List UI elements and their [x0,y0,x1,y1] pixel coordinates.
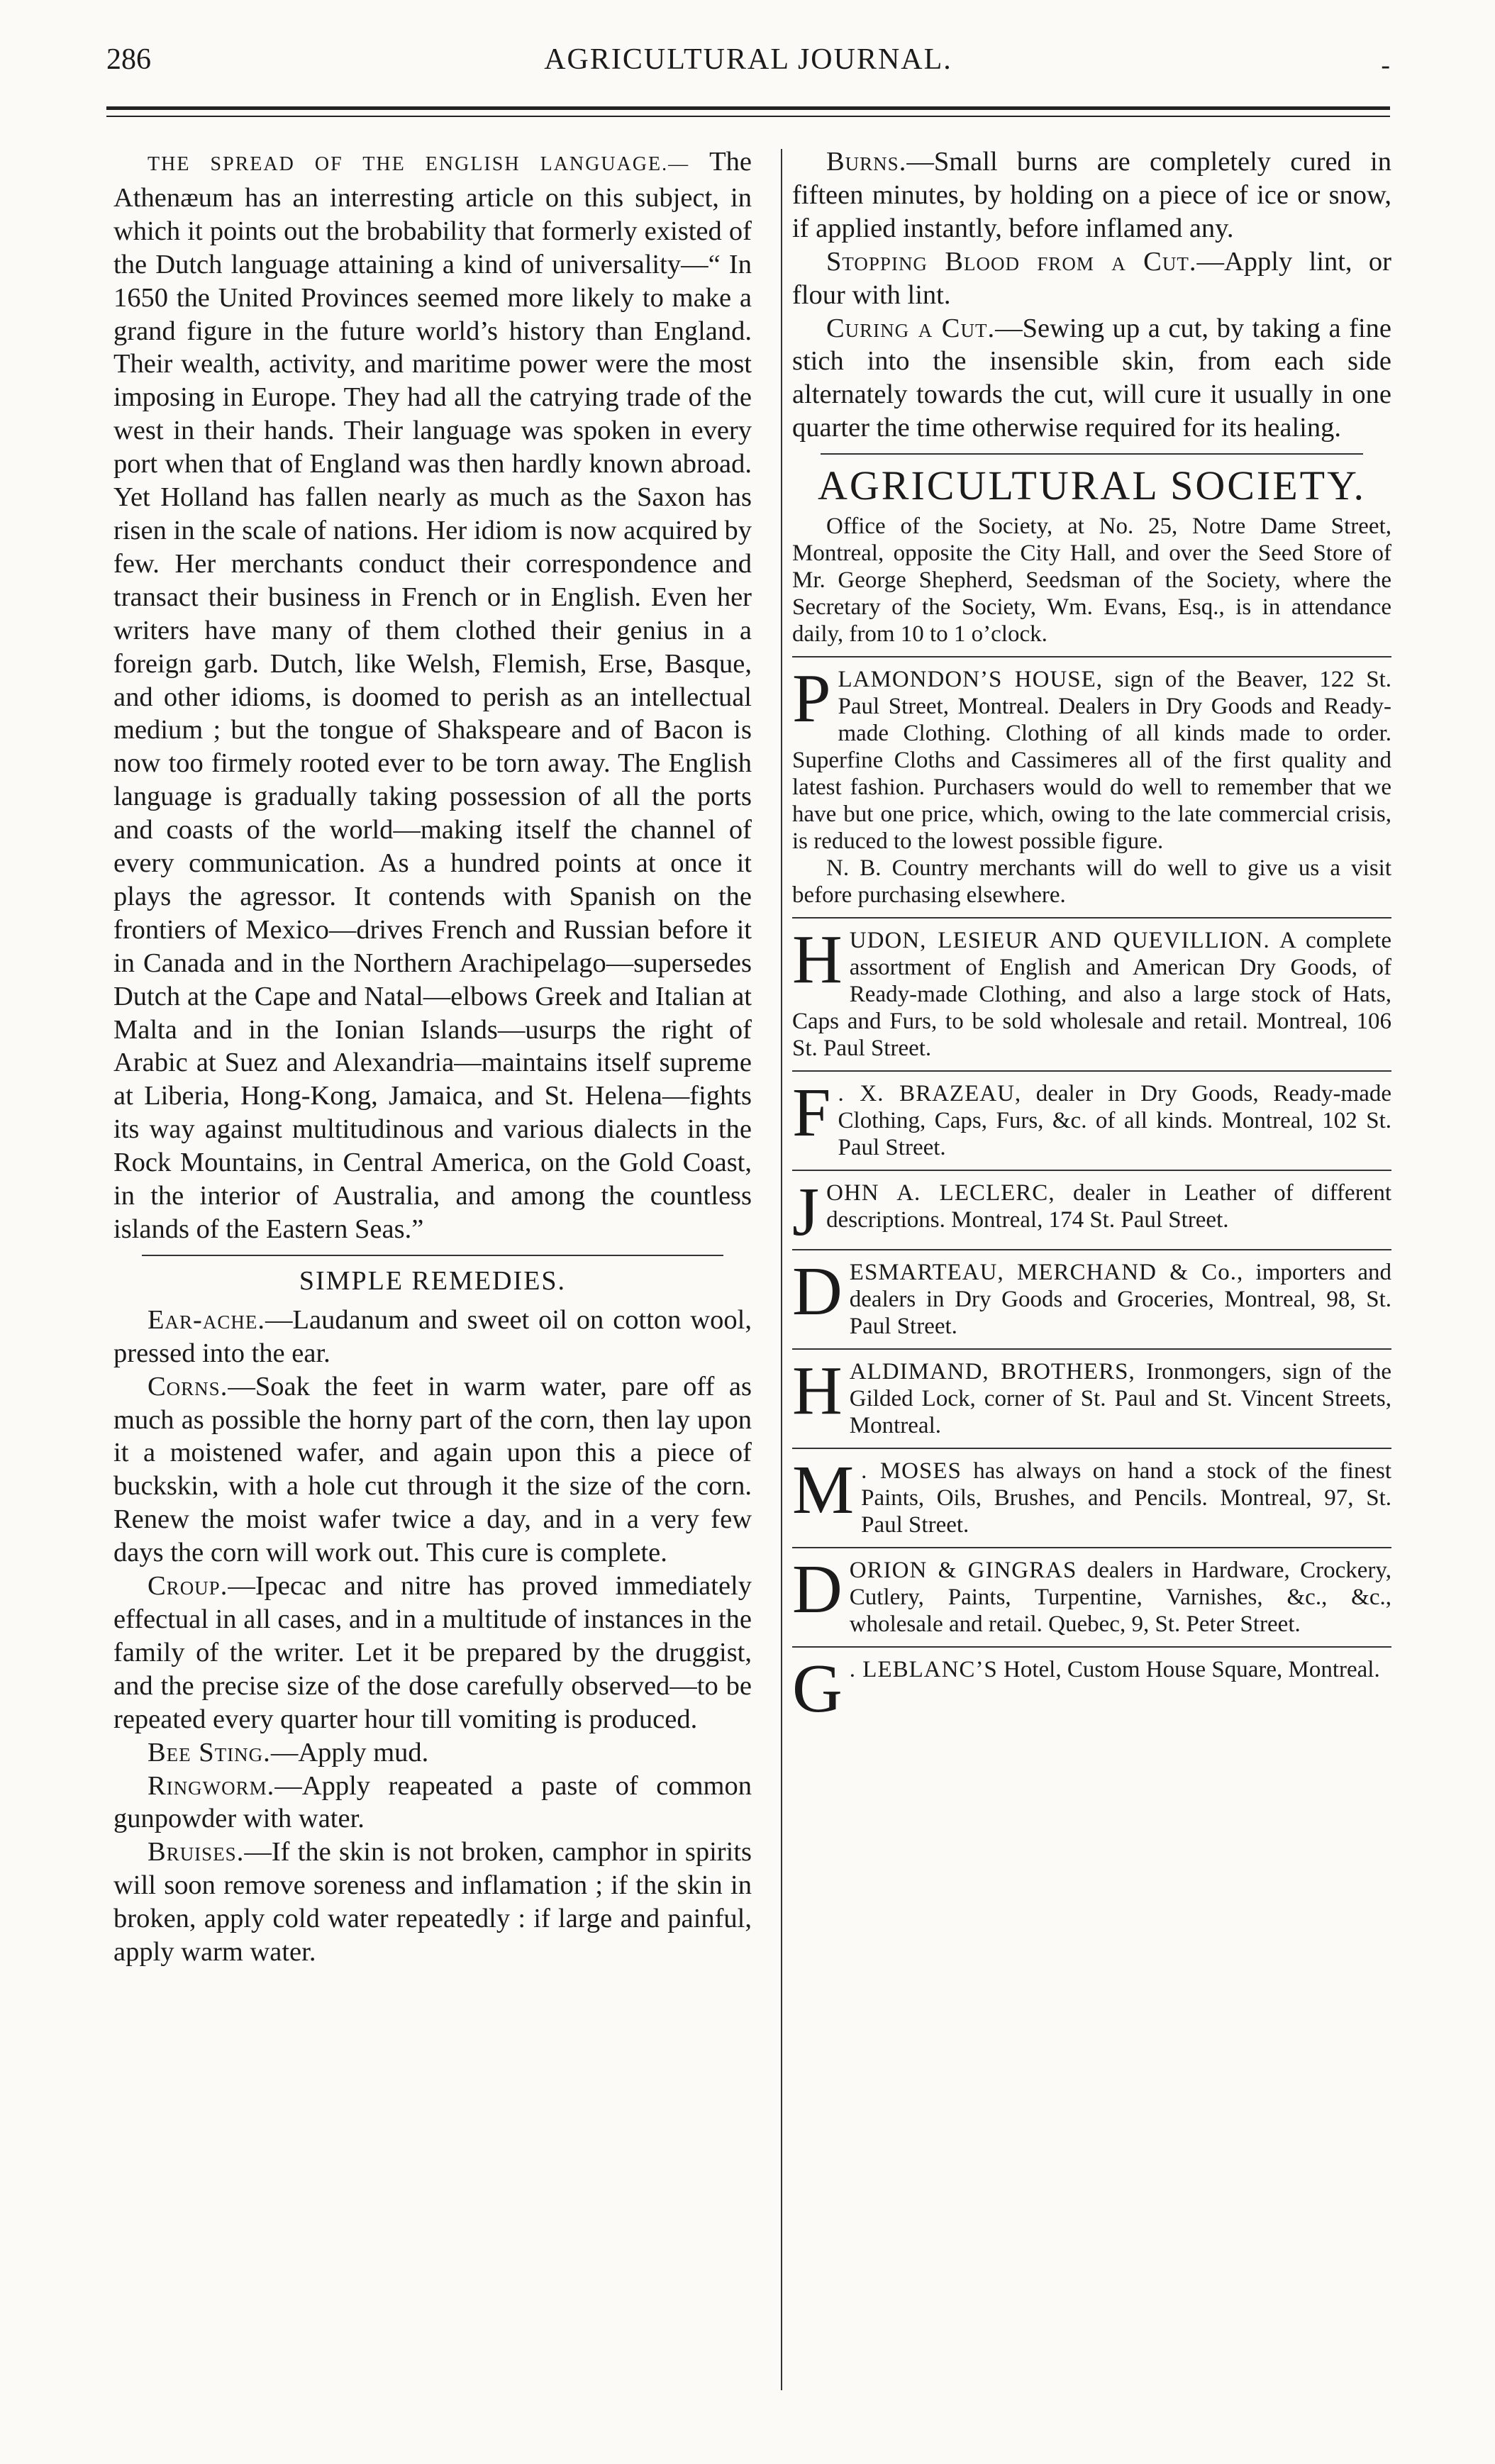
ad-lead: ESMARTEAU, MERCHAND & Co., [849,1260,1244,1286]
remedy-item [792,145,1391,245]
remedy-label: Curing a Cut. [826,313,996,343]
ad-separator [792,656,1391,657]
ad-text: A complete assortment of English and American Dry Goods, of Ready-made Clothing, and also a large stock of Hats, Caps and Furs, to be sold wholesale and retail. Montreal, 106 St. Paul Street. [792,928,1391,1062]
page-header [106,43,1390,92]
remedy-text: —Apply mud. [270,1737,429,1767]
ad-lead: OHN A. LECLERC, [826,1180,1055,1206]
header-mark: - [1381,50,1390,80]
left-column [113,145,752,1969]
remedy-text: —Apply reapeated a paste of common gunpowder with water. [113,1770,752,1834]
ad-text: Ironmongers, sign of the Gilded Lock, corner of St. Paul and St. Vincent Streets, Montreal. [849,1359,1391,1439]
ad-lead: ORION & GINGRAS [849,1558,1077,1584]
remedy-item [113,1736,752,1770]
right-column [792,145,1392,1728]
drop-initial: H [792,921,843,999]
remedy-text: —Laudanum and sweet oil on cotton wool, pressed into the ear. [113,1304,752,1368]
remedy-label: Stopping Blood from a Cut. [826,246,1197,277]
remedy-text: —Ipecac and nitre has proved immediately effectual in all cases, and in a multitude of instances in the family of the writer. Let it be prepared by the druggist, and the precise size of the dose carefully observed—to be repeated every quarter hour till vomiting is produced. [113,1571,752,1734]
ad-text: has always on hand a stock of the finest Paints, Oils, Brushes, and Pencils. Montreal, 97, St. Paul Street. [861,1458,1391,1538]
ad-separator [792,917,1391,919]
remedy-item [113,1836,752,1969]
column-divider [781,149,782,2390]
drop-initial: G [792,1650,843,1728]
society-title: AGRICULTURAL SOCIETY. [817,462,1367,509]
ad-separator [792,1646,1391,1648]
journal-title: AGRICULTURAL JOURNAL. [544,43,952,76]
ad-text: dealer in Leather of different descriptions. Montreal, 174 St. Paul Street. [826,1180,1392,1233]
remedy-label: Bruises. [148,1837,245,1868]
advertisement [792,1650,1391,1728]
remedy-item [113,1304,752,1370]
ad-separator [792,1348,1391,1350]
remedy-text: —Soak the feet in warm water, pare off as much as possible the horny part of the corn, then lay upon it a moistened wafer, and again upon this a piece of buckskin, with a hole cut through it the size of the corn. Renew the moist wafer twice a day, and in a very few days the corn will work out. This cure is complete. [113,1371,752,1568]
ad-text: sign of the Beaver, 122 St. Paul Street, Montreal. Dealers in Dry Goods and Ready-made Clothing. Clothing of all kinds made to order. Superfine Cloths and Cassimeres all of the first quality and latest fashion. Purchasers would do well to remember that we have but one price, which, owing to the late commercial crisis, is reduced to the lowest possible figure. [792,667,1391,855]
remedy-label: Croup. [148,1571,228,1602]
society-text: Office of the Society, at No. 25, Notre Dame Street, Montreal, opposite the City Hall, and over the Seed Store of Mr. George Shepherd, Seedsman of the Society, where the Secretary of the Society, Wm. Evans, Esq., is in attendance daily, from 10 to 1 o’clock. [792,514,1391,648]
ad-text: importers and dealers in Dry Goods and Groceries, Montreal, 98, St. Paul Street. [849,1260,1392,1340]
article-heading: THE SPREAD OF THE ENGLISH LANGUAGE.— [148,153,690,175]
remedy-label: Bee Sting. [148,1737,271,1767]
drop-initial: D [792,1551,843,1628]
remedy-item [113,1370,752,1570]
remedy-item [113,1570,752,1736]
remedies-title: SIMPLE REMEDIES. [299,1265,567,1296]
advertisement [792,660,1391,909]
article-spread-of-english [113,145,752,1246]
remedy-item [113,1770,752,1836]
advertisement [792,1174,1392,1251]
advertisement [792,1075,1391,1161]
remedy-label: Ear-ache. [148,1304,265,1335]
ad-separator [792,1448,1391,1449]
drop-initial: P [792,660,831,738]
advertisement [792,1452,1391,1538]
header-rule-thin [106,116,1390,117]
remedy-text: —Small burns are completely cured in fifteen minutes, by holding on a piece of ice or snow, if applied instantly, before inflamed any. [792,147,1391,243]
drop-initial: J [792,1174,820,1251]
remedy-text: —Apply lint, or flour with lint. [792,246,1391,310]
ad-separator [792,1070,1391,1072]
remedy-label: Corns. [148,1371,228,1402]
remedy-text: —Sewing up a cut, by taking a fine stich into the insensible skin, from each side alternately towards the cut, will cure it usually in one quarter the time otherwise required for its healing. [792,313,1391,443]
ad-text: dealer in Dry Goods, Ready-made Clothing, Caps, Furs, &c. of all kinds. Montreal, 102 St. Paul Street. [838,1081,1391,1161]
ad-note: N. B. Country merchants will do well to give us a visit before purchasing elsewhere. [792,855,1391,909]
ad-separator [792,1170,1391,1171]
advertisement [792,1253,1392,1340]
ad-separator [792,1547,1391,1548]
ad-lead: . X. BRAZEAU, [838,1081,1022,1107]
ad-lead: . LEBLANC’S [849,1657,998,1683]
society-notice [792,513,1391,648]
ad-text: dealers in Hardware, Crockery, Cutlery, Paints, Turpentine, Varnishes, &c., &c., wholesale and retail. Quebec, 9, St. Peter Street. [849,1558,1391,1638]
advertisement [792,1551,1391,1638]
drop-initial: D [792,1253,843,1331]
header-rule-thick [106,106,1390,110]
remedy-item [792,245,1391,312]
drop-initial: M [792,1452,855,1529]
remedy-text: —If the skin is not broken, camphor in spirits will soon remove soreness and inflamation ; if the skin in broken, apply cold water repeatedly : if large and painful, apply warm water. [113,1837,752,1968]
drop-initial: F [792,1075,831,1152]
remedy-label: Burns. [826,147,907,177]
advertisement [792,921,1391,1062]
section-separator [142,1255,723,1256]
ad-lead: . MOSES [861,1458,962,1484]
ad-lead: LAMONDON’S HOUSE, [838,667,1104,693]
article-body: The Athenæum has an interresting article on this subject, in which it points out the brobability that formerly existed of the Dutch language attaining a kind of universality—“ In 1650 the United Provinces seemed more likely to make a grand figure in the future world’s history than England. Their wealth, activity, and maritime power were the most imposing in Europe. They had all the catrying trade of the west in their hands. Their language was spoken in every port when that of England was then hardly known abroad. Yet Holland has fallen nearly as much as the Saxon has risen in the scale of nations. Her idiom is now acquired by few. Her merchants conduct their correspondence and transact their business in French or in English. Even her writers have many of them clothed their genius in a foreign garb. Dutch, like Welsh, Flemish, Erse, Basque, and other idioms, is doomed to perish as an intellectual medium ; but the tongue of Shakspeare and of Bacon is now too firmely rooted ever to be torn away. The English language is gradually taking possession of all the ports and coasts of the world—making itself the channel of every communication. As a hundred points at once it plays the agressor. It contends with Spanish on the frontiers of Mexico—drives French and Russian before it in Canada and in the Northern Arachipelago—supersedes Dutch at the Cape and Natal—elbows Greek and Italian at Malta and in the Ionian Islands—usurps the right of Arabic at Suez and Alexandria—maintains itself supreme at Liberia, Hong-Kong, Jamaica, and St. Helena—fights its way against multitudinous and various dialects in the Rock Mountains, in Central America, on the Gold Coast, in the interior of Australia, and among the countless islands of the Eastern Seas.” [113,147,752,1244]
remedy-item [792,312,1391,445]
ad-text: Hotel, Custom House Square, Montreal. [997,1657,1380,1683]
page-number: 286 [106,43,151,76]
section-separator [821,453,1363,455]
advertisement [792,1353,1391,1439]
remedy-label: Ringworm. [148,1770,275,1801]
ad-separator [792,1249,1391,1250]
ad-lead: ALDIMAND, BROTHERS, [849,1359,1135,1385]
ad-lead: UDON, LESIEUR AND QUEVILLION. [849,928,1270,954]
drop-initial: H [792,1353,843,1430]
